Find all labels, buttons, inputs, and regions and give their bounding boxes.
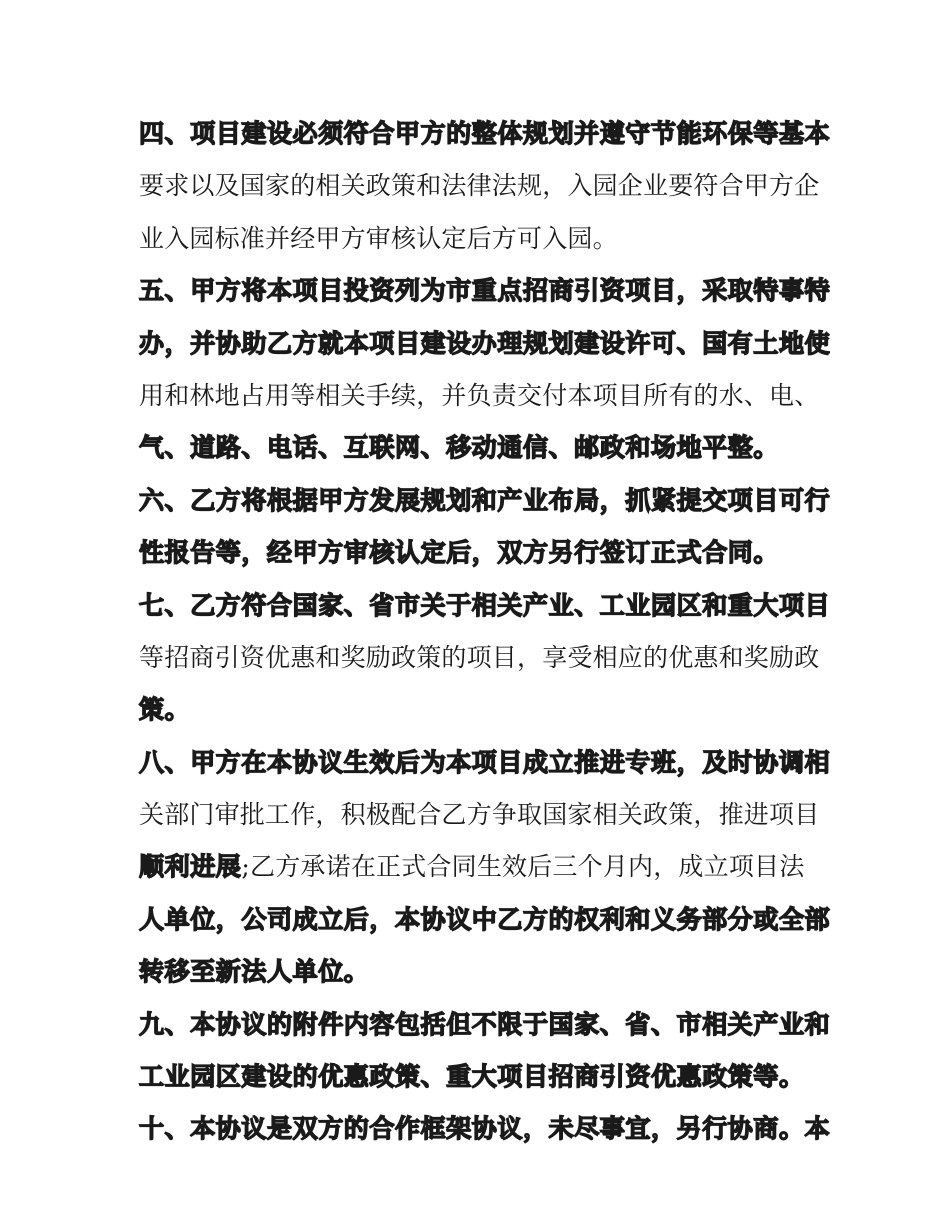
clause-8-line-2: 关部门审批工作，积极配合乙方争取国家相关政策，推进项目 (139, 800, 820, 830)
clause-5-line-2: 办，并协助乙方就本项目建设办理规划建设许可、国有土地使 (139, 328, 831, 358)
clause-8-line-1: 八、甲方在本协议生效后为本项目成立推进专班，及时协调相 (139, 747, 831, 777)
clause-8-line-4: 人单位，公司成立后，本协议中乙方的权利和义务部分或全部 (139, 904, 831, 934)
clause-7-line-1: 七、乙方符合国家、省市关于相关产业、工业园区和重大项目 (139, 590, 831, 620)
clause-6-line-1: 六、乙方将根据甲方发展规划和产业布局，抓紧提交项目可行 (139, 485, 831, 515)
agreement-text-body (139, 108, 831, 1156)
clause-5-line-4: 气、道路、电话、互联网、移动通信、邮政和场地平整。 (139, 433, 780, 463)
clause-9-line-1: 九、本协议的附件内容包括但不限于国家、省、市相关产业和 (139, 1009, 831, 1039)
clause-4-line-2: 要求以及国家的相关政策和法律法规，入园企业要符合甲方企 (139, 171, 820, 201)
clause-8-line-3-outlined-part: 顺利进展 (139, 852, 242, 882)
clause-8-line-3 (139, 841, 819, 893)
clause-4-line-3: 业入园标准并经甲方审核认定后方可入园。 (139, 223, 618, 253)
clause-8-line-5: 转移至新法人单位。 (139, 957, 370, 987)
clause-5-line-1: 五、甲方将本项目投资列为市重点招商引资项目，采取特事特 (139, 276, 831, 306)
clause-5-line-3: 用和林地占用等相关手续，并负责交付本项目所有的水、电、 (139, 380, 820, 410)
clause-6-line-2: 性报告等，经甲方审核认定后，双方另行签订正式合同。 (139, 538, 780, 568)
clause-4-line-1: 四、项目建设必须符合甲方的整体规划并遵守节能环保等基本 (139, 119, 831, 148)
clause-9-line-2: 工业园区建设的优惠政策、重大项目招商引资优惠政策等。 (139, 1062, 805, 1092)
clause-7-line-3: 策。 (139, 695, 191, 725)
clause-7-line-2: 等招商引资优惠和奖励政策的项目，享受相应的优惠和奖励政 (139, 642, 820, 672)
clause-10-line-1: 十、本协议是双方的合作框架协议，未尽事宜，另行协商。本 (139, 1114, 831, 1144)
clause-8-line-3-plain-part: ;乙方承诺在正式合同生效后三个月内，成立项目法 (241, 852, 805, 882)
